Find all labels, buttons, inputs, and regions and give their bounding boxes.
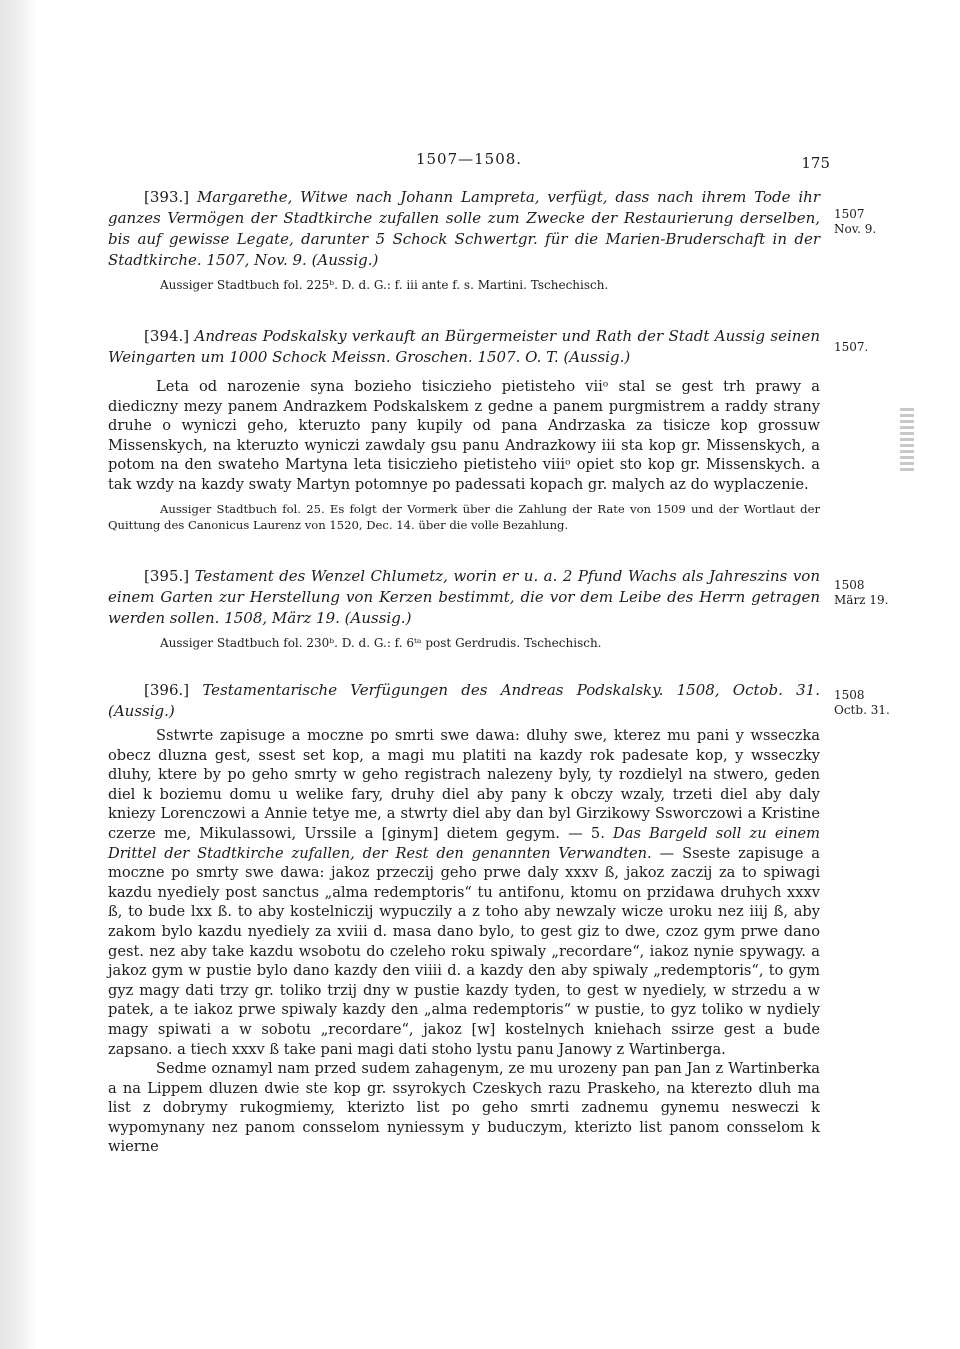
running-head: 1507—1508. xyxy=(415,150,523,168)
page-header xyxy=(108,150,830,172)
entry-396-regest-text: Testamentarische Verfügungen des Andreas Podskalsky. 1508, Octob. 31. (Aussig.) xyxy=(108,681,820,720)
entry-395-regest-text: Testament des Wenzel Chlumetz, worin er u. a. 2 Pfund Wachs als Jahreszins von einem Garten zur Herstellung von Kerzen bestimmt, die vor dem Leibe des Herrn getragen werden sollen. 1508, März 19. (Aussig.) xyxy=(108,567,820,627)
entry-395-source: Aussiger Stadtbuch fol. 230ᵇ. D. d. G.: f. 6ᵗᵃ post Gerdrudis. Tschechisch. xyxy=(160,636,602,650)
entry-394 xyxy=(108,326,820,533)
margin-day: März 19. xyxy=(834,593,889,607)
entry-396-body-1a: Sstwrte zapisuge a moczne po smrti swe dawa: dluhy swe, kterez mu pani y wsseczka obecz dluzna gest, ssest set kop, a magi mu platiti na kazdy rok padesate kop, y wsseczky dluhy, ktere by po geho smrty w geho registrach nalezeny byly, ty rozdielyl na stwero, geden diel k boziemu domu u welike fary, druhy diel aby pany k obczy wzaly, trzeti diel aby daly kniezy Lorenczowi a Annie tetye me, a stwrty diel aby dan byl Girzikowy Ssworczowi a Kristine czerze me, Mikulassowi, Urssile a [ginym] dietem gegym. — 5. xyxy=(108,727,820,842)
entry-396-body-2: Sedme oznamyl nam przed sudem zahagenym, ze mu urozeny pan pan Jan z Wartinberka a na Lippem dluzen dwie ste kop gr. ssyrokych Czeskych razu Praskeho, na kterezto dluh ma list z dobrymy rukogmiemy, kterizto list po geho smrti zadnemu gynemu nesweczi k wypomynany nez panom consselom nyniessym y buduczym, kterizto list panom consselom k wierne xyxy=(108,1060,820,1156)
entry-394-regest xyxy=(108,326,820,368)
entry-395 xyxy=(108,566,820,651)
scan-artifact-mark xyxy=(900,408,914,474)
margin-day: Nov. 9. xyxy=(834,222,877,236)
entry-395-number: [395.] xyxy=(144,567,190,585)
entry-396-german-note: Das Bargeld soll zu einem Drittel der Stadtkirche zufallen, der Rest den genannten Verwandten. xyxy=(108,824,820,862)
margin-year: 1507. xyxy=(834,340,869,354)
entry-395-regest xyxy=(108,566,820,629)
scan-shadow-edge xyxy=(0,0,38,1349)
entry-393-source: Aussiger Stadtbuch fol. 225ᵇ. D. d. G.: f. iii ante f. s. Martini. Tschechisch. xyxy=(160,278,609,292)
entry-394-margin-date xyxy=(834,340,898,355)
entry-394-regest-text: Andreas Podskalsky verkauft an Bürgermeister und Rath der Stadt Aussig seinen Weingarten um 1000 Schock Meissn. Groschen. 1507. O. T. (Aussig.) xyxy=(108,327,820,366)
margin-day: Octb. 31. xyxy=(834,703,890,717)
entry-396 xyxy=(108,680,820,1157)
entry-396-margin-date xyxy=(834,688,898,718)
entry-393-regest xyxy=(108,187,820,271)
entry-393-regest-text: Margarethe, Witwe nach Johann Lampreta, verfügt, dass nach ihrem Tode ihr ganzes Vermögen der Stadtkirche zufallen solle zum Zwecke der Restaurierung derselben, bis auf gewisse Legate, darunter 5 Schock Schwertgr. für die Marien-Bruderschaft in der Stadtkirche. 1507, Nov. 9. (Aussig.) xyxy=(108,188,820,269)
entry-394-number: [394.] xyxy=(144,327,190,345)
entry-395-margin-date xyxy=(834,578,898,608)
entry-396-regest xyxy=(108,680,820,722)
page-number: 175 xyxy=(801,154,830,172)
margin-year: 1508 xyxy=(834,578,865,592)
entry-396-number: [396.] xyxy=(144,681,190,699)
entry-396-body-1 xyxy=(108,726,820,1059)
entry-393 xyxy=(108,187,820,293)
entry-394-source: Aussiger Stadtbuch fol. 25. Es folgt der Vormerk über die Zahlung der Rate von 1509 und der Wortlaut der Quittung des Canonicus Laurenz von 1520, Dec. 14. über die volle Bezahlung. xyxy=(108,501,820,532)
entry-393-margin-date xyxy=(834,207,898,237)
entry-396-body-1c: — Sseste zapisuge a moczne po smrty swe dawa: jakoz przeczij geho prwe daly xxxv ß, jakoz zaczij za to spiwagi kazdu nyediely post sanctus „alma redemptoris“ tu antifonu, ktomu on przidawa druhych xxxv ß, to bude lxx ß. to aby kostelniczij wypuczily a z toho aby newzaly wicze uroku nez iiij ß, aby zakom bylo kazdu nyediely za xviii d. masa dano bylo, to gest giz to dwe, czoz gym prwe dano gest. nez aby take kazdu wsobotu do czeleho roku spiwaly „recordare“, iakoz nynie spywagy. a jakoz gym w pustie bylo dano kazdy den viiii d. a kazdy den aby spiwaly „redemptoris“, to gym gyz magy dati trzy gr. toliko trzij dny w pustie kazdy tyden, to gest w nyediely, w strzedu a w patek, a te iakoz prwe spiwaly kazdy den „alma redemptoris“ w pustie, to gyz toliko w nydiely magy spiwati a w sobotu „recordare“, jakoz [w] kostelnych kniehach ssirze gest a bude zapsano. a tiech xxxv ß take pani magi dati stoho lystu panu Janowy z Wartinberga. xyxy=(108,844,821,1058)
entry-393-number: [393.] xyxy=(144,188,190,206)
entry-394-body: Leta od narozenie syna bozieho tisicziehо pietisteho viiᵒ stal se gest trh prawy a diediczny mezy panem Andrazkem Podskalskem z gedne a panem purgmistrem a raddy strany druhe o wyniczi geho, kteruzto pany kupily od pana Andrzaska za tisicze kop grossuw Missenskych, na kteruzto wyniczi zawdaly gsu panu Andrazkowy iii sta kop gr. Missenskych, a potom na den swateho Martyna leta tisicziehо pietisteho viiiᵒ opiet sto kop gr. Missenskych. a tak wzdy na kazdy swaty Martyn potomnye po padessati kopach gr. malych az do wyplaczenie. xyxy=(108,378,820,493)
margin-year: 1508 xyxy=(834,688,865,702)
margin-year: 1507 xyxy=(834,207,865,221)
